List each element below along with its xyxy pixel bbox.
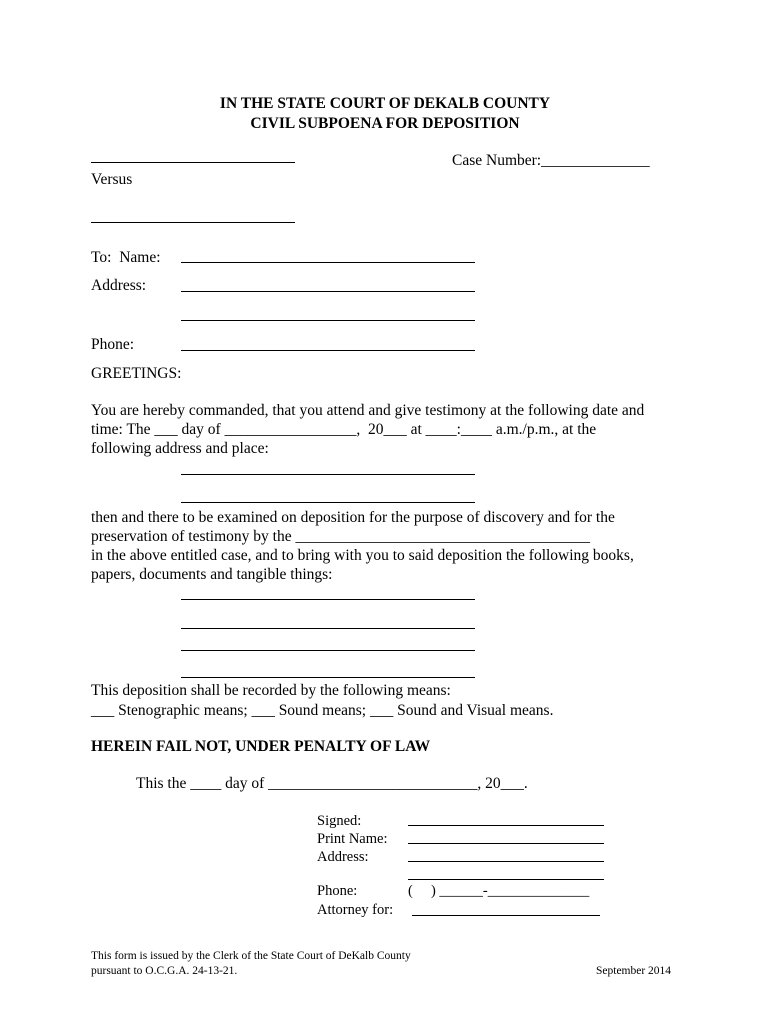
purpose-line-1: then and there to be examined on deposition for the purpose of discovery and for the <box>91 509 615 526</box>
phone-blank[interactable] <box>181 350 475 351</box>
print-name-label: Print Name: <box>317 831 388 847</box>
signed-blank[interactable] <box>408 825 604 826</box>
form-title: CIVIL SUBPOENA FOR DEPOSITION <box>250 115 520 132</box>
attorney-for-blank[interactable] <box>412 915 600 916</box>
court-heading: IN THE STATE COURT OF DEKALB COUNTY <box>219 95 551 112</box>
signer-phone-blank[interactable]: ( ) ______-______________ <box>408 883 590 899</box>
address-label: Address: <box>91 277 147 294</box>
plaintiff-blank[interactable] <box>91 162 295 163</box>
case-number-label: Case Number:______________ <box>452 152 650 169</box>
signer-address-blank-1[interactable] <box>408 861 604 862</box>
items-blank-2[interactable] <box>181 628 475 629</box>
greetings: GREETINGS: <box>91 365 182 382</box>
signer-address-blank-2[interactable] <box>408 879 604 880</box>
phone-label: Phone: <box>91 336 135 353</box>
purpose-line-4: papers, documents and tangible things: <box>91 566 333 583</box>
items-blank-4[interactable] <box>181 677 475 678</box>
date-line: This the ____ day of ___________________________, 20___. <box>136 775 528 792</box>
issued-line-1: This form is issued by the Clerk of the State Court of DeKalb County <box>91 950 411 962</box>
place-blank-2[interactable] <box>181 502 475 503</box>
command-line-3: following address and place: <box>91 440 269 457</box>
purpose-line-3: in the above entitled case, and to bring with you to said deposition the following books, <box>91 547 634 564</box>
to-name-label: To: Name: <box>91 249 161 266</box>
items-blank-3[interactable] <box>181 650 475 651</box>
print-name-blank[interactable] <box>408 843 604 844</box>
place-blank-1[interactable] <box>181 474 475 475</box>
signer-phone-label: Phone: <box>317 883 358 899</box>
command-line-1: You are hereby commanded, that you attend and give testimony at the following date and <box>91 402 645 419</box>
recording-line-1: This deposition shall be recorded by the following means: <box>91 682 451 699</box>
defendant-blank[interactable] <box>91 222 295 223</box>
command-line-2: time: The ___ day of _________________, 20___ at ____:____ a.m./p.m., at the <box>91 421 597 438</box>
attorney-for-label: Attorney for: <box>317 902 394 918</box>
address-blank-2[interactable] <box>181 320 475 321</box>
address-blank-1[interactable] <box>181 291 475 292</box>
signer-address-label: Address: <box>317 849 369 865</box>
recording-line-2: ___ Stenographic means; ___ Sound means; ___ Sound and Visual means. <box>91 702 554 719</box>
items-blank-1[interactable] <box>181 599 475 600</box>
form-date: September 2014 <box>596 965 672 977</box>
purpose-line-2: preservation of testimony by the ______________________________________ <box>91 528 590 545</box>
versus-label: Versus <box>91 171 133 188</box>
signed-label: Signed: <box>317 813 362 829</box>
issued-line-2: pursuant to O.C.G.A. 24-13-21. <box>91 965 238 977</box>
name-blank[interactable] <box>181 262 475 263</box>
penalty-warning: HEREIN FAIL NOT, UNDER PENALTY OF LAW <box>91 738 431 755</box>
